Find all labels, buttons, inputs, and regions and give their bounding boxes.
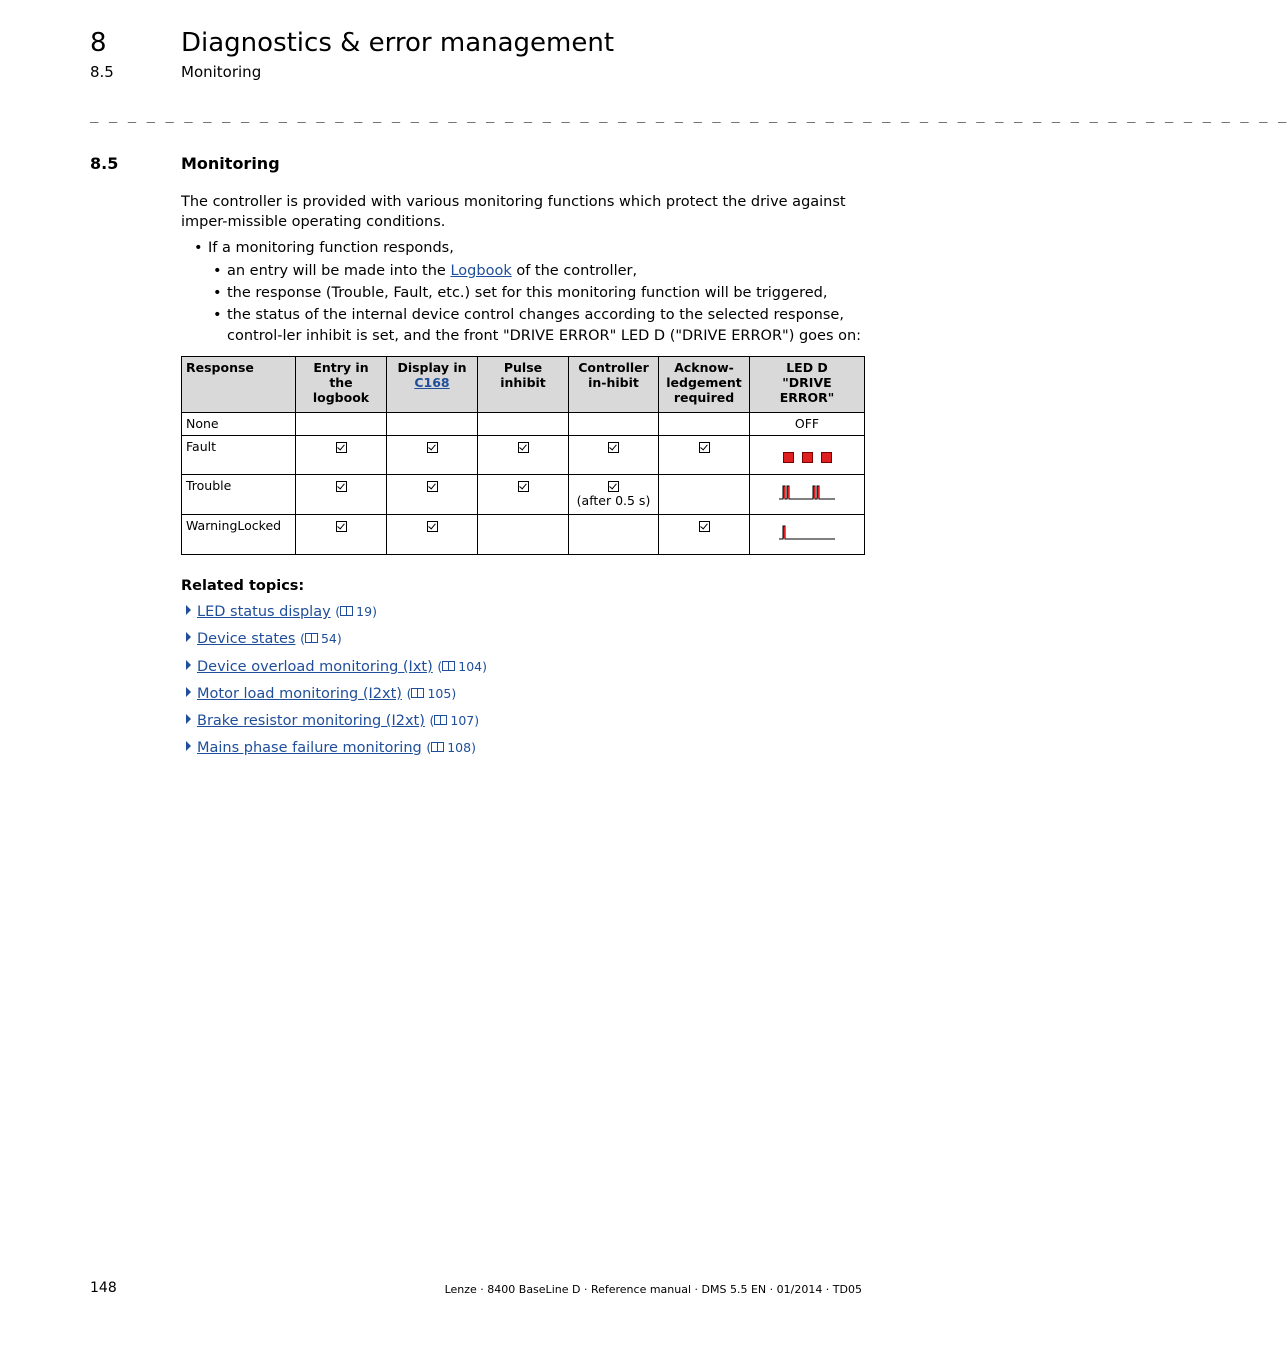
related-link-mains-phase[interactable]: [186, 740, 476, 756]
cell-entry: [296, 475, 387, 515]
cell-controller: [569, 475, 659, 515]
book-icon: [411, 688, 424, 698]
arrow-right-icon: [186, 605, 191, 615]
page-ref[interactable]: ( 54): [300, 631, 342, 646]
related-link-label[interactable]: Brake resistor monitoring (I2xt): [197, 713, 425, 729]
bullet-main-text: If a monitoring function responds,: [208, 240, 454, 256]
led-red-square-icon: [802, 452, 813, 463]
monitoring-response-table: [181, 356, 865, 555]
checkbox-icon: [427, 481, 438, 492]
row-response: WarningLocked: [182, 515, 296, 555]
cell-ack: [659, 475, 750, 515]
checkbox-icon: [336, 481, 347, 492]
led-blink-icon: [750, 436, 865, 475]
header-section-title: Monitoring: [181, 63, 262, 81]
cell-entry: [296, 515, 387, 555]
checkbox-icon: [608, 442, 619, 453]
checkbox-icon: [427, 521, 438, 532]
book-icon: [434, 715, 447, 725]
cell-controller: [569, 515, 659, 555]
col-entry: Entry in the logbook: [296, 357, 387, 413]
led-single-pulse-icon: [750, 515, 865, 555]
row-response: Trouble: [182, 475, 296, 515]
col-led-line1: LED D: [786, 360, 828, 375]
intro-paragraph: The controller is provided with various monitoring functions which protect the drive against imper-missible operating conditions.: [181, 194, 846, 230]
cell-pulse: [478, 475, 569, 515]
bullet-sub-1: • an entry will be made into the Logbook of the controller,: [213, 263, 638, 279]
related-link-motor-load[interactable]: [186, 686, 456, 702]
cell-controller: [569, 436, 659, 475]
col-pulse: Pulse inhibit: [478, 357, 569, 413]
c168-link[interactable]: C168: [414, 375, 450, 390]
page-number: 54: [320, 631, 337, 646]
led-red-square-icon: [783, 452, 794, 463]
bullet-sub-2-text: the response (Trouble, Fault, etc.) set for this monitoring function will be triggered,: [227, 285, 828, 301]
page-ref[interactable]: ( 19): [335, 604, 377, 619]
related-link-label[interactable]: LED status display: [197, 604, 331, 620]
arrow-right-icon: [186, 687, 191, 697]
checkbox-icon: [518, 481, 529, 492]
cell-display: [387, 515, 478, 555]
cell-pulse: [478, 413, 569, 436]
checkbox-icon: [518, 442, 529, 453]
checkbox-icon: [336, 521, 347, 532]
related-topics-heading: Related topics:: [181, 578, 305, 594]
header-section-number: 8.5: [90, 63, 114, 81]
bullet-sub-1-text: an entry will be made into the: [227, 263, 451, 279]
led-double-pulse-icon: [750, 475, 865, 515]
chapter-number: 8: [90, 28, 107, 58]
cell-display: [387, 413, 478, 436]
cell-controller: [569, 413, 659, 436]
col-controller: Controller in-hibit: [569, 357, 659, 413]
related-link-brake-resistor[interactable]: [186, 713, 479, 729]
arrow-right-icon: [186, 741, 191, 751]
cell-pulse: [478, 515, 569, 555]
cell-entry: [296, 436, 387, 475]
bullet-sub-2: • the response (Trouble, Fault, etc.) set for this monitoring function will be triggered,: [213, 285, 828, 301]
bullet-sub-1-tail: of the controller,: [511, 263, 638, 279]
cell-ack: [659, 436, 750, 475]
page-ref[interactable]: ( 108): [426, 740, 476, 755]
checkbox-icon: [699, 442, 710, 453]
header-rule: _ _ _ _ _ _ _ _ _ _ _ _ _ _ _ _ _ _ _ _ _ _ _ _ _ _ _ _ _ _ _ _ _ _ _ _ _ _ _ _ _ _ _ _ _ _ _ _ _ _ _ _ _ _ _ _ _ _ _ _ _ _ _ _: [90, 107, 1287, 123]
related-link-led-status[interactable]: [186, 604, 377, 620]
checkbox-icon: [608, 481, 619, 492]
checkbox-icon: [336, 442, 347, 453]
col-ack: Acknow-ledgement required: [659, 357, 750, 413]
cell-pulse: [478, 436, 569, 475]
related-link-label[interactable]: Device states: [197, 631, 296, 647]
cell-display: [387, 436, 478, 475]
led-off-text: OFF: [750, 413, 865, 436]
section-number: 8.5: [90, 154, 119, 173]
col-display-label: Display in: [397, 360, 467, 375]
led-red-square-icon: [821, 452, 832, 463]
table-row: [182, 436, 865, 475]
checkbox-icon: [699, 521, 710, 532]
footer-doc-info: Lenze · 8400 BaseLine D · Reference manual · DMS 5.5 EN · 01/2014 · TD05: [444, 1283, 862, 1296]
cell-ack: [659, 413, 750, 436]
page-number: 105: [427, 686, 452, 701]
table-row: [182, 475, 865, 515]
checkbox-icon: [427, 442, 438, 453]
page-number: 148: [90, 1280, 117, 1296]
cell-entry: [296, 413, 387, 436]
table-row: [182, 515, 865, 555]
related-link-device-states[interactable]: [186, 631, 342, 647]
page-number: 107: [450, 713, 475, 728]
book-icon: [442, 661, 455, 671]
col-response: Response: [182, 357, 296, 413]
book-icon: [340, 606, 353, 616]
col-led-line2: "DRIVE ERROR": [779, 375, 835, 405]
page-number: 108: [447, 740, 472, 755]
page-number: 19: [356, 604, 373, 619]
related-link-label[interactable]: Mains phase failure monitoring: [197, 740, 422, 756]
book-icon: [305, 633, 318, 643]
arrow-right-icon: [186, 660, 191, 670]
table-row: [182, 413, 865, 436]
arrow-right-icon: [186, 714, 191, 724]
controller-note: (after 0.5 s): [576, 493, 651, 508]
related-link-device-overload[interactable]: [186, 659, 487, 675]
chapter-title: Diagnostics & error management: [181, 28, 615, 58]
cell-ack: [659, 515, 750, 555]
bullet-main: • If a monitoring function responds,: [194, 240, 454, 256]
row-response: Fault: [182, 436, 296, 475]
page-number: 104: [458, 659, 483, 674]
col-display: [387, 357, 478, 413]
page-ref[interactable]: ( 105): [406, 686, 457, 701]
col-led: [750, 357, 865, 413]
page-ref[interactable]: ( 107): [429, 713, 480, 728]
cell-display: [387, 475, 478, 515]
arrow-right-icon: [186, 632, 191, 642]
page-ref[interactable]: ( 104): [437, 659, 488, 674]
row-response: None: [182, 413, 296, 436]
bullet-sub-3-text: the status of the internal device control changes according to the selected response, control-ler inhibit is set, and the front "DRIVE ERROR" LED D ("DRIVE ERROR") goes on:: [227, 307, 862, 344]
logbook-link[interactable]: Logbook: [450, 263, 512, 279]
related-link-label[interactable]: Motor load monitoring (I2xt): [197, 686, 402, 702]
related-link-label[interactable]: Device overload monitoring (Ixt): [197, 659, 433, 675]
section-title: Monitoring: [181, 154, 280, 173]
book-icon: [431, 742, 444, 752]
bullet-sub-3: • the status of the internal device control changes according to the selected response, control-ler inhibit is set, and the front "DRIVE ERROR" LED D ("DRIVE ERROR") goes on:: [213, 307, 862, 344]
